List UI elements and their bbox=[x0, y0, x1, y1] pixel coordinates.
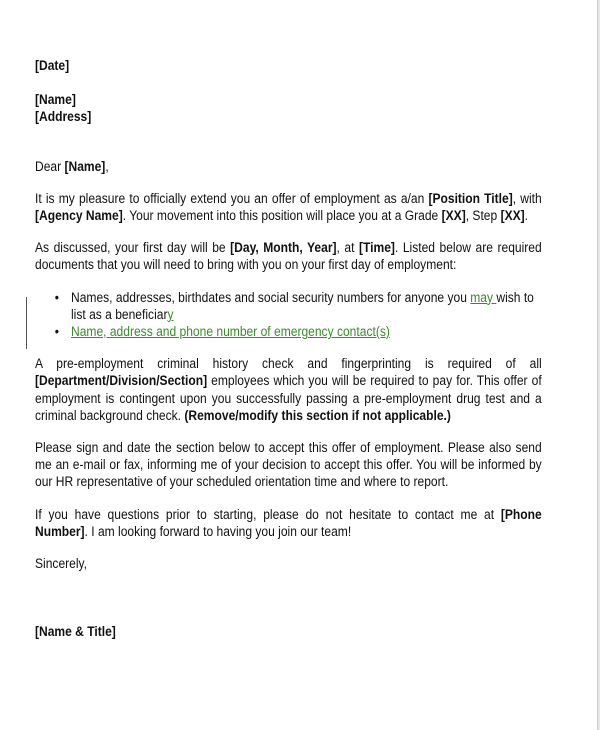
revision-change-bar bbox=[26, 297, 27, 349]
tracked-insertion: Name, address and phone number of emergency contact(s) bbox=[71, 324, 390, 340]
list-item: • Names, addresses, birthdates and social security numbers for anyone you may wish to list as a beneficiary bbox=[71, 289, 542, 323]
signature-placeholder: [Name & Title] bbox=[35, 624, 116, 640]
offer-letter-body[interactable] bbox=[35, 57, 542, 640]
tracked-insertion: y bbox=[167, 306, 174, 322]
list-item bbox=[71, 323, 542, 340]
paragraph-accept: Please sign and date the section below to accept this offer of employment. Please also send me an e-mail or fax, informing me of your decision to accept this offer. You will be informed by our HR representative of your scheduled orientation time and where to report. bbox=[35, 440, 542, 490]
paragraph-background-check: A pre-employment criminal history check and fingerprinting is required of all [Department/Division/Section] employees which you will be required to pay for. This offer of employment is contingent upon you successfully passing a pre-employment drug test and a criminal background check. (Remove/modify this section if not applicable.) bbox=[35, 356, 542, 423]
date-placeholder: [Date] bbox=[35, 58, 70, 73]
closing: Sincerely, bbox=[35, 556, 88, 572]
salutation: Dear [Name], bbox=[35, 158, 109, 174]
recipient-address: [Address] bbox=[35, 109, 92, 125]
required-documents-list bbox=[35, 289, 542, 341]
paragraph-questions: If you have questions prior to starting, please do not hesitate to contact me at [Phone Number]. I am looking forward to having you join our team! bbox=[35, 506, 542, 539]
tracked-insertion: may bbox=[470, 289, 497, 305]
recipient-name: [Name] bbox=[35, 92, 76, 108]
paragraph-offer: It is my pleasure to officially extend you an offer of employment as a/an [Position Title], with [Agency Name]. Your movement into this position will place you at a Grade [XX], Step [XX]. bbox=[35, 190, 542, 224]
paragraph-first-day: As discussed, your first day will be [Day, Month, Year], at [Time]. Listed below are required documents that you will need to bring with you on your first day of employment: bbox=[35, 240, 542, 273]
